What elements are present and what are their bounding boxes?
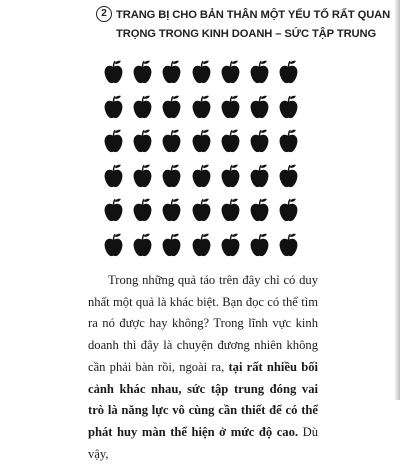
apple-icon [216,124,245,158]
heading-line-2: TRỌNG TRONG KINH DOANH – SỨC TẬP TRUNG [116,28,377,40]
apple-icon [216,159,245,193]
apple-icon [187,159,216,193]
apple-icon [128,228,157,262]
apple-icon [245,55,274,89]
apple-icon [157,159,186,193]
apple-icon [216,55,245,89]
body-text [88,270,318,465]
apple-icon [99,193,128,227]
apple-icon [245,124,274,158]
apple-grid [99,55,304,262]
apple-icon [99,55,128,89]
apple-icon [274,90,303,124]
apple-icon [157,124,186,158]
paragraph-bold-text: tại rất nhiều bối cảnh khác nhau, sức tập trung đóng vai trò là năng lực vô cùng cần thiết để có thể phát huy màn thể hiện ở mức độ cao. [88,359,318,439]
heading-line-1: TRANG BỊ CHO BẢN THÂN MỘT YẾU TỐ RẤT QUAN [116,9,391,21]
apple-icon [128,90,157,124]
apple-icon [245,159,274,193]
heading-number-circle: 2 [96,6,112,22]
apple-icon [274,228,303,262]
apple-icon [157,228,186,262]
apple-icon [274,55,303,89]
apple-icon [245,90,274,124]
body-paragraph [88,270,318,465]
apple-icon [245,193,274,227]
apple-icon [216,193,245,227]
apple-icon [128,193,157,227]
apple-icon [274,124,303,158]
apple-icon [157,193,186,227]
apple-icon [99,90,128,124]
apple-icon [187,124,216,158]
apple-icon [216,90,245,124]
apple-icon [274,193,303,227]
paragraph-text-start: Trong những quả táo trên đây chỉ có duy nhất một quả là khác biệt. Bạn đọc có thể tìm ra nó được hay không? Trong lĩnh vực kinh doanh thì đây là chuyện đương nhiên không cần phải bàn rồi, ngoài ra, [88,273,318,374]
page-edge-shadow [394,0,400,400]
apple-icon [216,228,245,262]
apple-icon [128,124,157,158]
apple-icon [99,124,128,158]
apple-icon [157,55,186,89]
apple-icon [99,228,128,262]
apple-icon [99,159,128,193]
apple-icon [187,55,216,89]
apple-icon [274,159,303,193]
paragraph-text-end: Dù vậy, [88,424,318,461]
apple-icon [128,55,157,89]
apple-icon [187,228,216,262]
section-heading [96,6,391,44]
apple-icon [187,193,216,227]
apple-icon [157,90,186,124]
apple-icon [245,228,274,262]
apple-icon [128,159,157,193]
apple-icon [187,90,216,124]
